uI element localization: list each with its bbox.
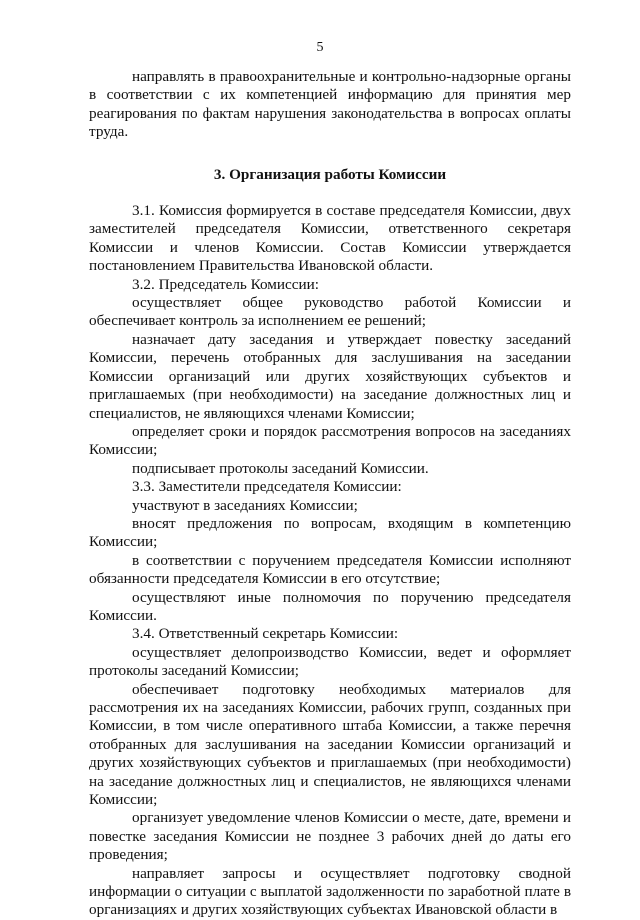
paragraph-secretary-duty-2: обеспечивает подготовку необходимых материалов для рассмотрения их на заседаниях Комиссии, рабочих групп, созданных при Комиссии, в том числе оперативного штаба Комиссии, а также перечня отобранных для заслушивания на заседании Комиссии организаций и других хозяйствующих субъектов и приглашаемых (при необходимости) на заседание должностных лиц и специалистов, не являющихся членами Комиссии; [89,680,571,809]
paragraph-3-2-title: 3.2. Председатель Комиссии: [132,275,320,293]
paragraph-chair-duty-2: назначает дату заседания и утверждает повестку заседаний Комиссии, перечень отобранных для заслушивания на заседании Комиссии организаций или других хозяйствующих субъектов и приглашаемых (при необходимости) на заседание должностных лиц и специалистов, не являющихся членами Комиссии; [89,330,571,422]
section-heading: 3. Организация работы Комиссии [213,165,447,183]
paragraph-deputy-duty-4: осуществляют иные полномочия по поручению председателя Комиссии. [89,588,571,624]
paragraph-chair-duty-4: подписывает протоколы заседаний Комиссии. [132,459,429,477]
intro-paragraph: направлять в правоохранительные и контрольно-надзорные органы в соответствии с их компетенцией информацию для принятия мер реагирования по фактам нарушения законодательства в вопросах оплаты труда. [89,68,571,141]
paragraph-deputy-duty-3: в соответствии с поручением председателя Комиссии исполняют обязанности председателя Комиссии в его отсутствие; [89,551,571,588]
paragraph-3-4-title: 3.4. Ответственный секретарь Комиссии: [132,625,399,643]
paragraph-deputy-duty-1: участвуют в заседаниях Комиссии; [132,496,358,514]
paragraph-3-3-title: 3.3. Заместители председателя Комиссии: [132,478,402,496]
paragraph-secretary-duty-3: организует уведомление членов Комиссии о месте, дате, времени и повестке заседания Комиссии не позднее 3 рабочих дней до даты его проведения; [89,809,571,864]
paragraph-deputy-duty-2: вносят предложения по вопросам, входящим в компетенцию Комиссии; [89,514,571,551]
paragraph-secretary-duty-4: направляет запросы и осуществляет подготовку сводной информации о ситуации с выплатой задолженности по заработной плате в организациях и других хозяйствующих субъектах Ивановской области в [89,864,571,919]
paragraph-chair-duty-1: осуществляет общее руководство работой Комиссии и обеспечивает контроль за исполнением ее решений; [89,294,571,330]
paragraph-secretary-duty-1: осуществляет делопроизводство Комиссии, ведет и оформляет протоколы заседаний Комиссии; [89,643,571,680]
document-body [89,68,571,920]
paragraph-chair-duty-3: определяет сроки и порядок рассмотрения вопросов на заседаниях Комиссии; [89,422,571,459]
paragraph-3-1: 3.1. Комиссия формируется в составе председателя Комиссии, двух заместителей председателя Комиссии, ответственного секретаря Комиссии и членов Комиссии. Состав Комиссии утверждается постановлением Правительства Ивановской области. [89,202,571,275]
page-number: 5 [316,40,324,55]
